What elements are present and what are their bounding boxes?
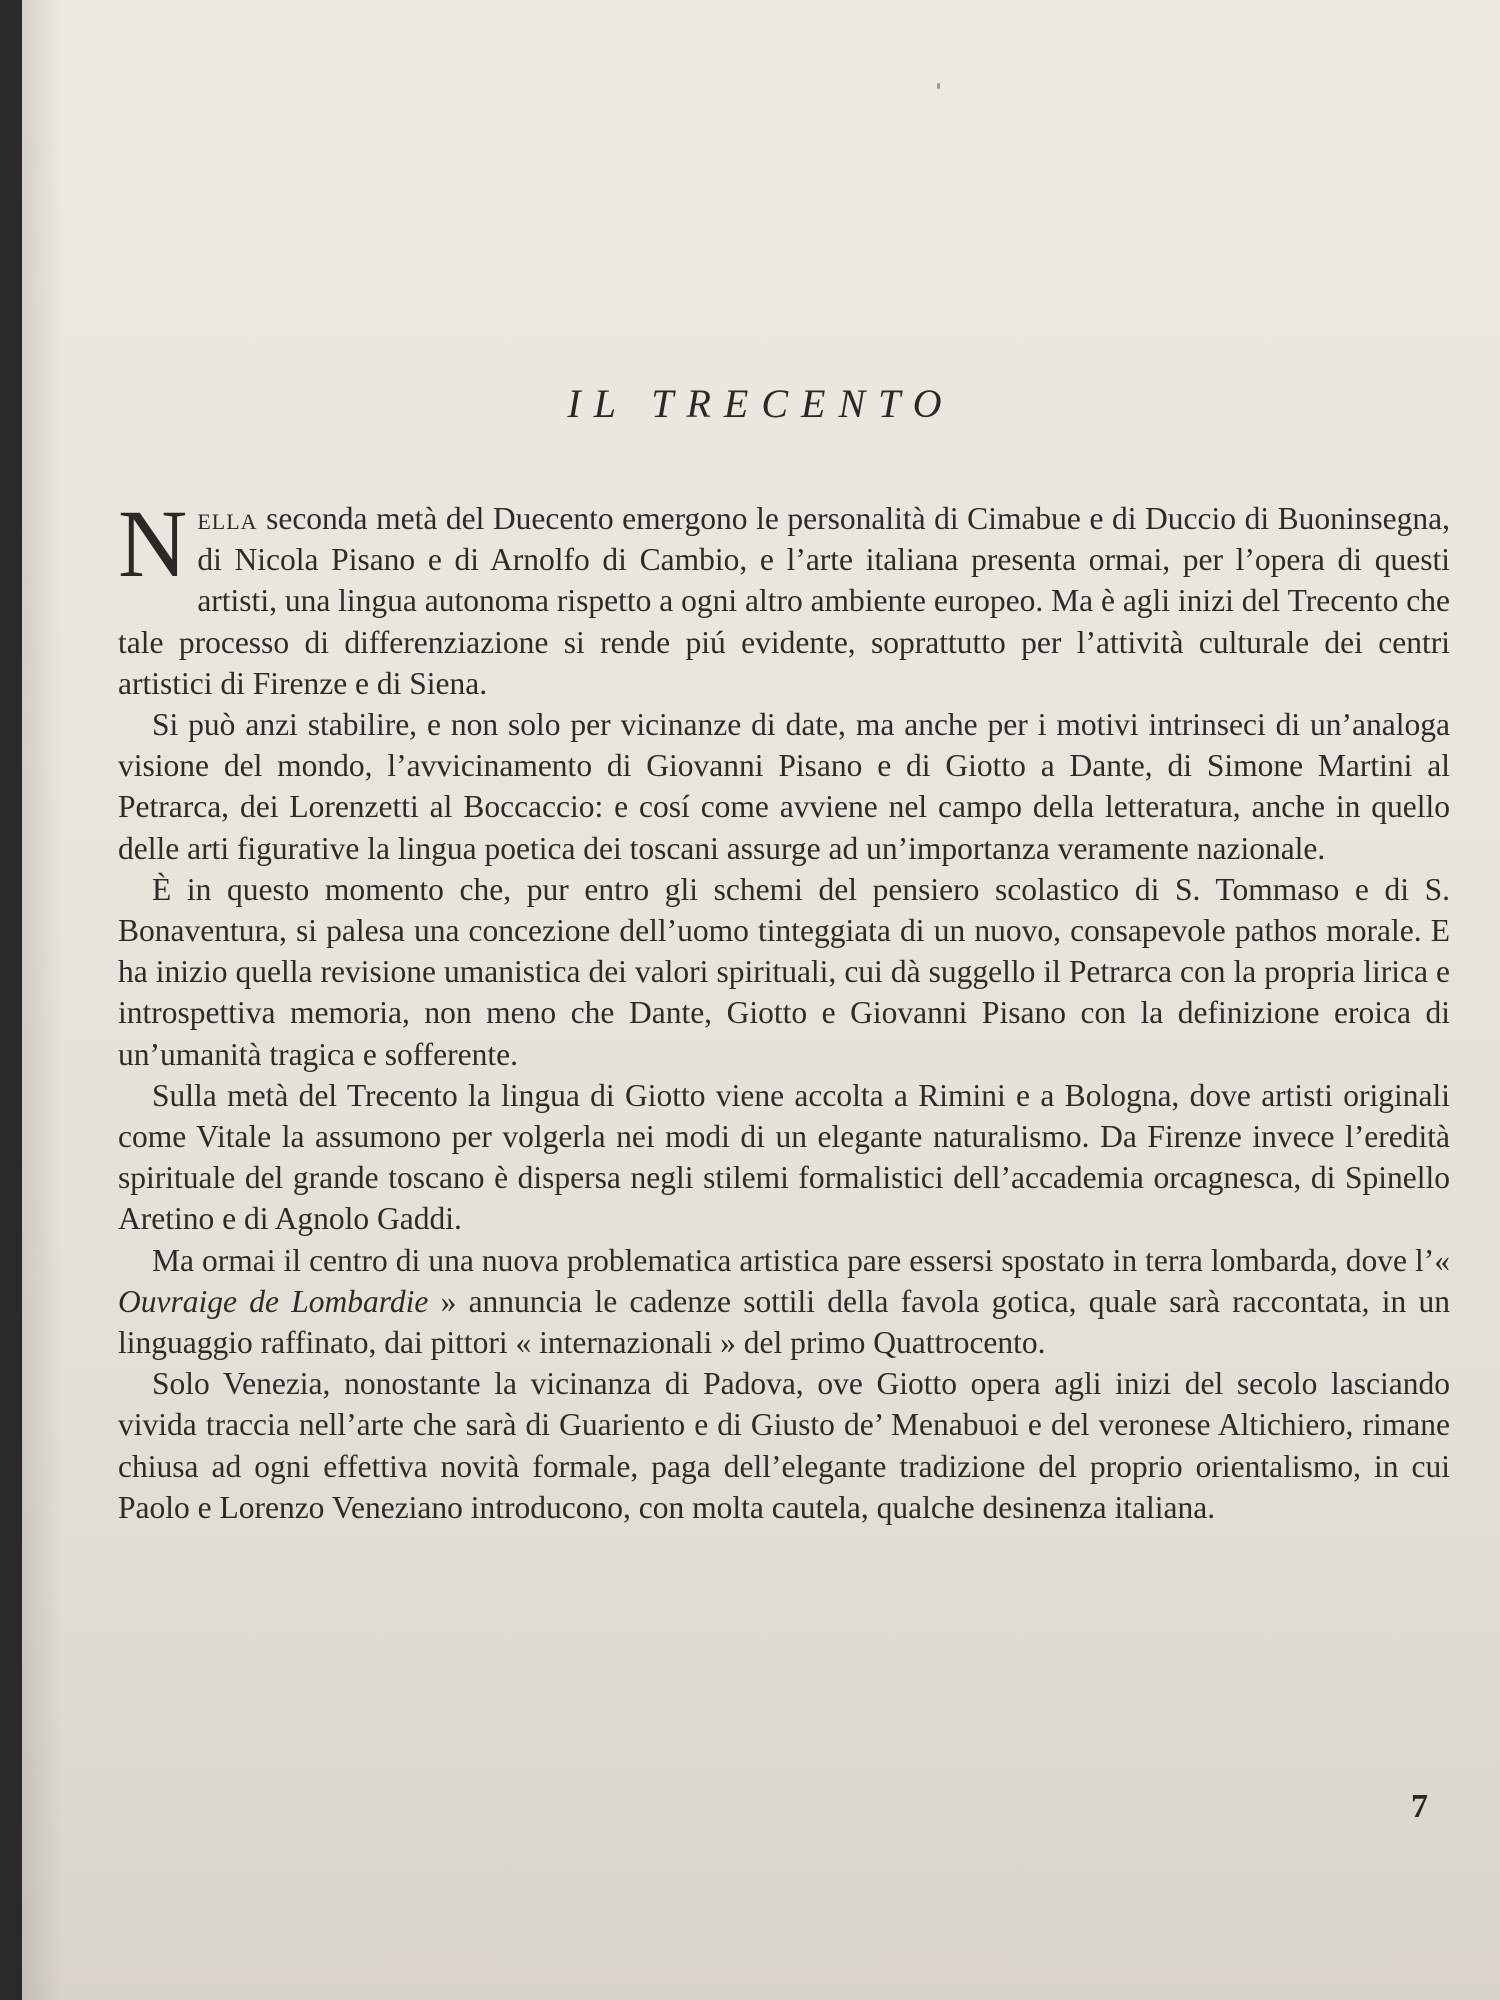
opening-smallcaps: ella <box>197 501 258 536</box>
paragraph-1 <box>118 490 1450 704</box>
paragraph-2: Si può anzi stabilire, e non solo per vicinanze di date, ma anche per i motivi intrinseci di un’analoga visione del mondo, l’avvicinamento di Giovanni Pisano e di Giotto a Dante, di Simone Martini al Petrarca, dei Lorenzetti al Boccaccio: e cosí come avviene nel campo della letteratura, anche in quello delle arti figurative la lingua poetica dei toscani assurge ad un’importanza veramente nazionale. <box>118 707 1450 866</box>
paragraph-1-text: seconda metà del Duecento emergono le personalità di Cimabue e di Duccio di Buoninsegna, di Nicola Pisano e di Arnolfo di Cambio, e l’arte italiana presenta ormai, per l’opera di questi artisti, una lingua autonoma rispetto a ogni altro ambiente europeo. Ma è agli inizi del Trecento che tale processo di differenziazione si rende piú evidente, soprattutto per l’attività culturale dei centri artistici di Firenze e di Siena. <box>118 501 1450 701</box>
chapter-body <box>118 490 1450 1528</box>
paragraph-5-after: » annuncia le cadenze sottili della favola gotica, quale sarà raccontata, in un linguaggio raffinato, dai pittori « internazionali » del primo Quattrocento. <box>118 1283 1450 1361</box>
paragraph-5 <box>118 1240 1450 1364</box>
paragraph-6: Solo Venezia, nonostante la vicinanza di Padova, ove Giotto opera agli inizi del secolo lasciando vivida traccia nell’arte che sarà di Guariento e di Giusto de’ Menabuoi e del veronese Altichiero, rimane chiusa ad ogni effettiva novità formale, paga dell’elegante tradizione del proprio orientalismo, in cui Paolo e Lorenzo Veneziano introducono, con molta cautela, qualche desinenza italiana. <box>118 1366 1450 1525</box>
paragraph-5-before: Ma ormai il centro di una nuova problematica artistica pare essersi spostato in terra lombarda, dove l’« <box>152 1242 1450 1278</box>
page-number: 7 <box>1411 1788 1428 1825</box>
paragraph-4: Sulla metà del Trecento la lingua di Giotto viene accolta a Rimini e a Bologna, dove artisti originali come Vitale la assumono per volgerla nei modi di un elegante naturalismo. Da Firenze invece l’eredità spirituale del grande toscano è dispersa negli stilemi formalistici dell’accademia orcagnesca, di Spinello Aretino e di Agnolo Gaddi. <box>118 1077 1450 1237</box>
chapter-title: IL TRECENTO <box>567 381 955 426</box>
book-page <box>22 0 1500 2000</box>
drop-cap: N <box>118 490 188 597</box>
paragraph-3: È in questo momento che, pur entro gli schemi del pensiero scolastico di S. Tommaso e di S. Bonaventura, si palesa una concezione dell’uomo tinteggiata di un nuovo, consapevole pathos morale. E ha inizio quella revisione umanistica dei valori spirituali, cui dà suggello il Petrarca con la propria lirica e introspettiva memoria, non meno che Dante, Giotto e Giovanni Pisano con la definizione eroica di un’umanità tragica e sofferente. <box>118 871 1450 1072</box>
paragraph-5-italic: Ouvraige de Lombardie <box>118 1283 429 1319</box>
paper-fleck <box>937 83 940 89</box>
